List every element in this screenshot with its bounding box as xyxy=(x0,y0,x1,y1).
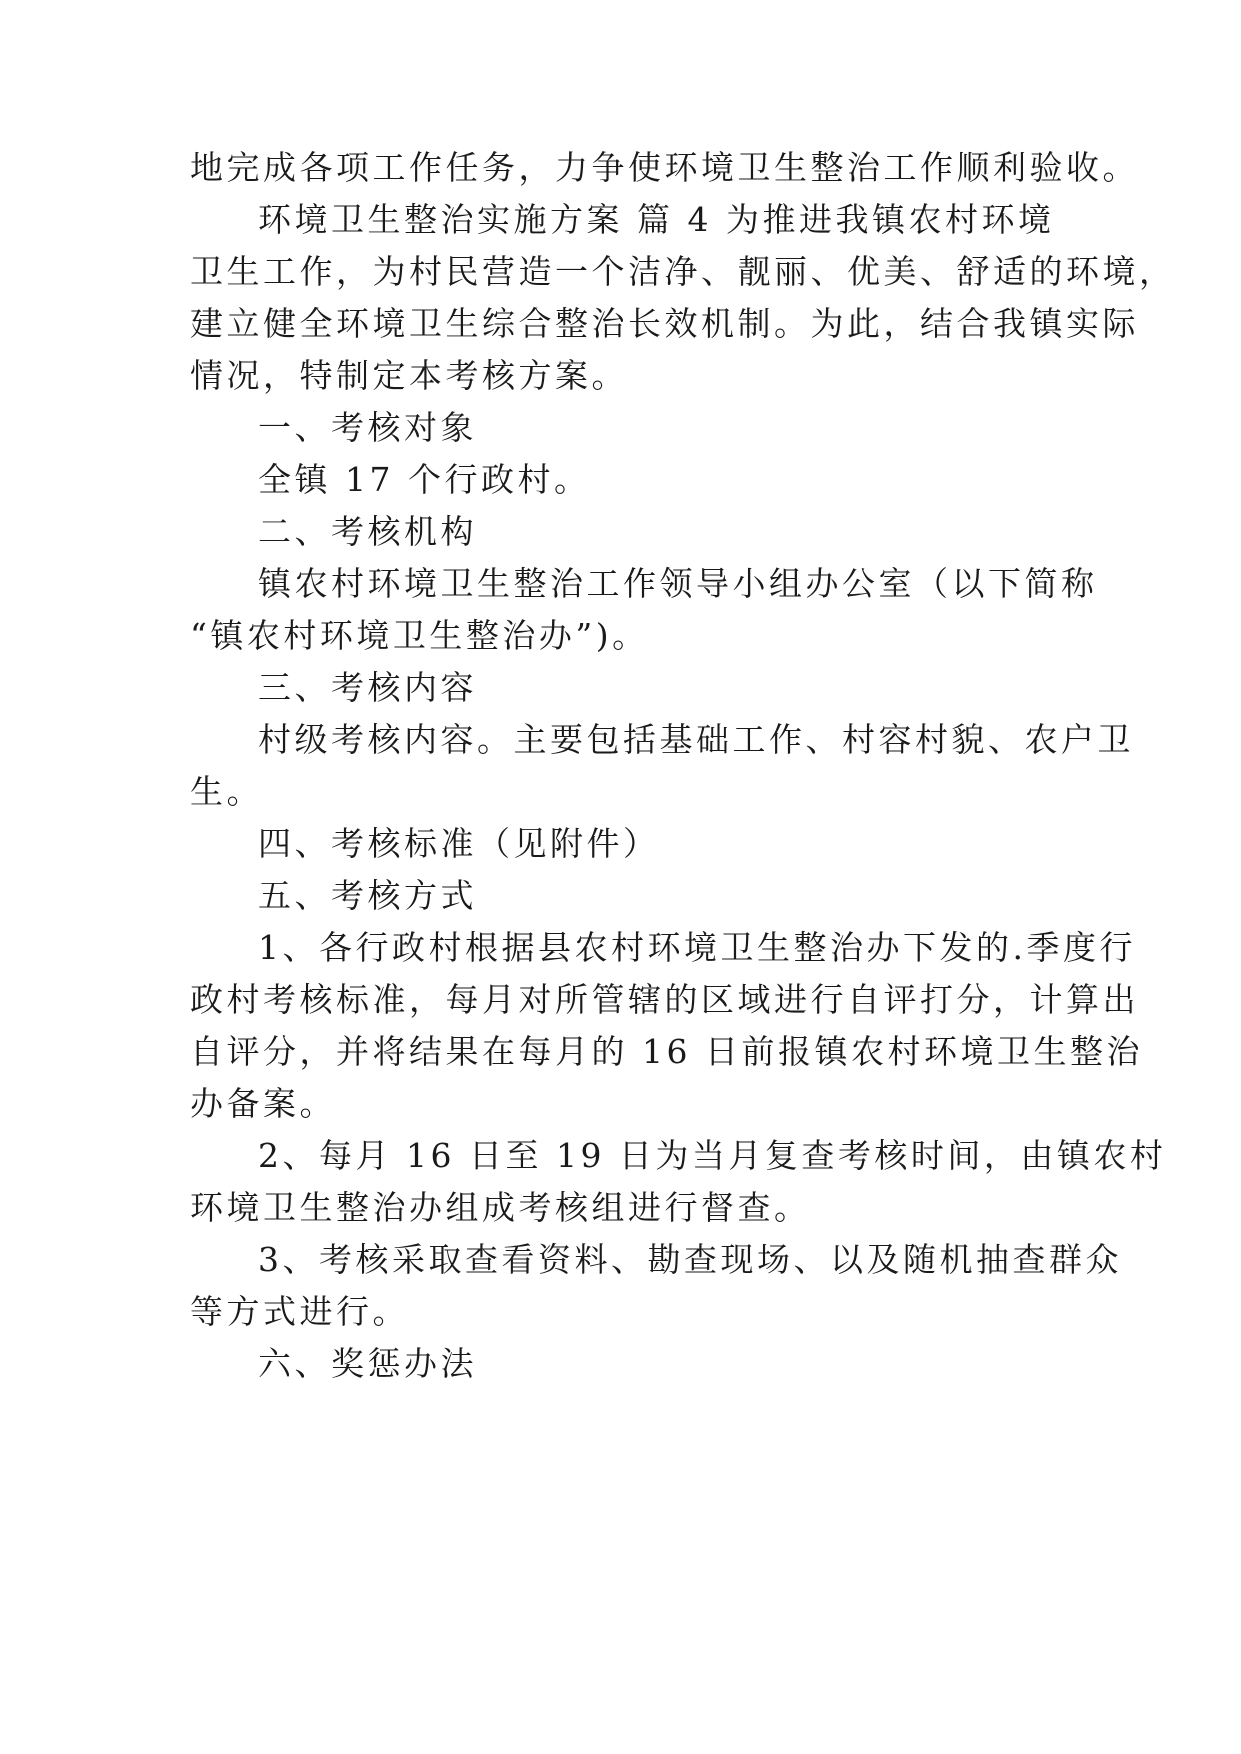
heading-assessment-content: 三、考核内容 xyxy=(258,668,477,707)
body-text-line: 1、各行政村根据县农村环境卫生整治办下发的.季度行 xyxy=(258,928,1136,967)
body-text-line: 卫生工作，为村民营造一个洁净、靓丽、优美、舒适的环境， xyxy=(190,252,1176,291)
section-heading-line: 环境卫生整治实施方案 篇 4 为推进我镇农村环境 xyxy=(258,200,1055,239)
body-text-line: 3、考核采取查看资料、勘查现场、以及随机抽查群众 xyxy=(258,1240,1122,1279)
body-text-line: 办备案。 xyxy=(190,1084,336,1123)
body-text-line: 2、每月 16 日至 19 日为当月复查考核时间，由镇农村 xyxy=(258,1136,1167,1175)
body-text-line: 自评分，并将结果在每月的 16 日前报镇农村环境卫生整治 xyxy=(190,1032,1143,1071)
body-text-line: 情况，特制定本考核方案。 xyxy=(190,356,628,395)
heading-assessment-target: 一、考核对象 xyxy=(258,408,477,447)
body-text-line: 建立健全环境卫生综合整治长效机制。为此，结合我镇实际 xyxy=(190,304,1139,343)
heading-assessment-body: 二、考核机构 xyxy=(258,512,477,551)
body-text-line: 政村考核标准，每月对所管辖的区域进行自评打分，计算出 xyxy=(190,980,1139,1019)
heading-assessment-standard: 四、考核标准（见附件） xyxy=(258,824,660,863)
heading-assessment-method: 五、考核方式 xyxy=(258,876,477,915)
body-text-line: “镇农村环境卫生整治办”)。 xyxy=(190,616,649,655)
body-text-line: 地完成各项工作任务，力争使环境卫生整治工作顺利验收。 xyxy=(190,148,1139,187)
body-text-line: 村级考核内容。主要包括基础工作、村容村貌、农户卫 xyxy=(258,720,1134,759)
body-text-line: 等方式进行。 xyxy=(190,1292,409,1331)
body-text-line: 镇农村环境卫生整治工作领导小组办公室（以下简称 xyxy=(258,564,1098,603)
body-text-line: 全镇 17 个行政村。 xyxy=(258,460,591,499)
body-text-line: 生。 xyxy=(190,772,263,811)
body-text-line: 环境卫生整治办组成考核组进行督查。 xyxy=(190,1188,811,1227)
heading-rewards-penalties: 六、奖惩办法 xyxy=(258,1344,477,1383)
